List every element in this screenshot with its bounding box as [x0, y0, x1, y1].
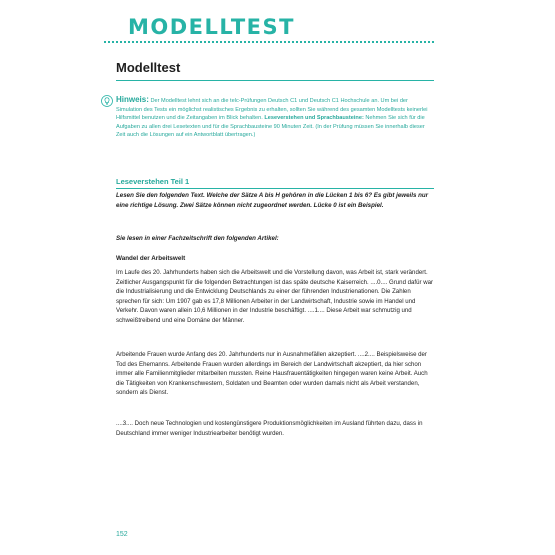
task-instruction: Lesen Sie den folgenden Text. Welche der Sätze A bis H gehören in die Lücken 1 bis 6? Es gibt jeweils nur eine richtige Lösung. Zwei Sätze können nicht zugeordnet werden. Lücke 0 ist ein Beispiel.	[116, 192, 429, 209]
article-paragraph: Arbeitende Frauen wurde Anfang des 20. Jahrhunderts nur in Ausnahmefällen akzeptiert. ....2.... Beispielsweise der Tod des Ehemanns. Arbeitende Frauen wurden allerdings im Bereich der Landwirtschaft akzeptiert, da hier schon immer alle Familienmitglieder mitarbeiten mussten. Reine Hausfrauentätigkeiten hingegen waren keine Arbeit. Auch die Tätigkeiten von Krankenschwestern, Soldaten und Beamten oder wurden damals nicht als Arbeit verstanden, sondern als Dienst.	[116, 351, 428, 397]
hint-label: Hinweis:	[116, 95, 149, 104]
chapter-heading-dotted-rule	[104, 41, 434, 43]
lightbulb-icon	[101, 95, 113, 107]
subsection-rule	[116, 188, 434, 189]
subsection-title: Leseverstehen Teil 1	[116, 177, 190, 186]
section-rule	[116, 80, 434, 81]
page-number: 152	[116, 531, 128, 538]
hint-text-2: Nehmen Sie sich für die Aufgaben zu allen drei Lesetexten und für die Sprachbausteine 90 Minuten Zeit. (In der Prüfung müssen Sie innerhalb dieser Zeit auch die Lösungen auf ein Antwortblatt übertragen.)	[116, 115, 425, 139]
hint-box	[116, 96, 434, 140]
chapter-heading: MODELLTEST	[128, 15, 295, 39]
article-title: Wandel der Arbeitswelt	[116, 255, 186, 262]
section-title: Modelltest	[116, 60, 181, 75]
task-intro: Sie lesen in einer Fachzeitschrift den folgenden Artikel:	[116, 235, 279, 242]
article-paragraph: Im Laufe des 20. Jahrhunderts haben sich die Arbeitswelt und die Vorstellung davon, was Arbeit ist, stark verändert. Zeitlicher Ausgangspunkt für die folgenden Betrachtungen ist das späte deutsche Kaiserreich. ....0.... Grund dafür war die Industrialisierung und die Entwicklung Deutschlands zu einer der führenden Industrienationen. Die Zahlen sprechen für sich: Um 1907 gab es 17,8 Millionen Arbeiter in der Landwirtschaft, Industrie sowie im Handel und Verkehr. Davon waren allein 10,6 Millionen in der Industrie beschäftigt. ....1.... Diese Arbeit war schmutzig und schweißtreibend und eine Domäne der Männer.	[116, 269, 434, 324]
hint-bold-label: Leseverstehen und Sprachbausteine:	[264, 115, 364, 122]
hint-text: Der Modelltest lehnt sich an die telc-Prüfungen Deutsch C1 und Deutsch C1 Hochschule an. Um bei der Simulation des Tests ein möglichst realistisches Ergebnis zu erhalten, sollten Sie während des gesamten Modelltests keinerlei Hilfsmittel benutzen und die Zeitangaben im Blick behalten.	[116, 98, 428, 122]
article-paragraph: ....3.... Doch neue Technologien und kostengünstigere Produktionsmöglichkeiten im Ausland führten dazu, dass in Deutschland immer weniger Industriearbeiter benötigt wurden.	[116, 420, 423, 437]
